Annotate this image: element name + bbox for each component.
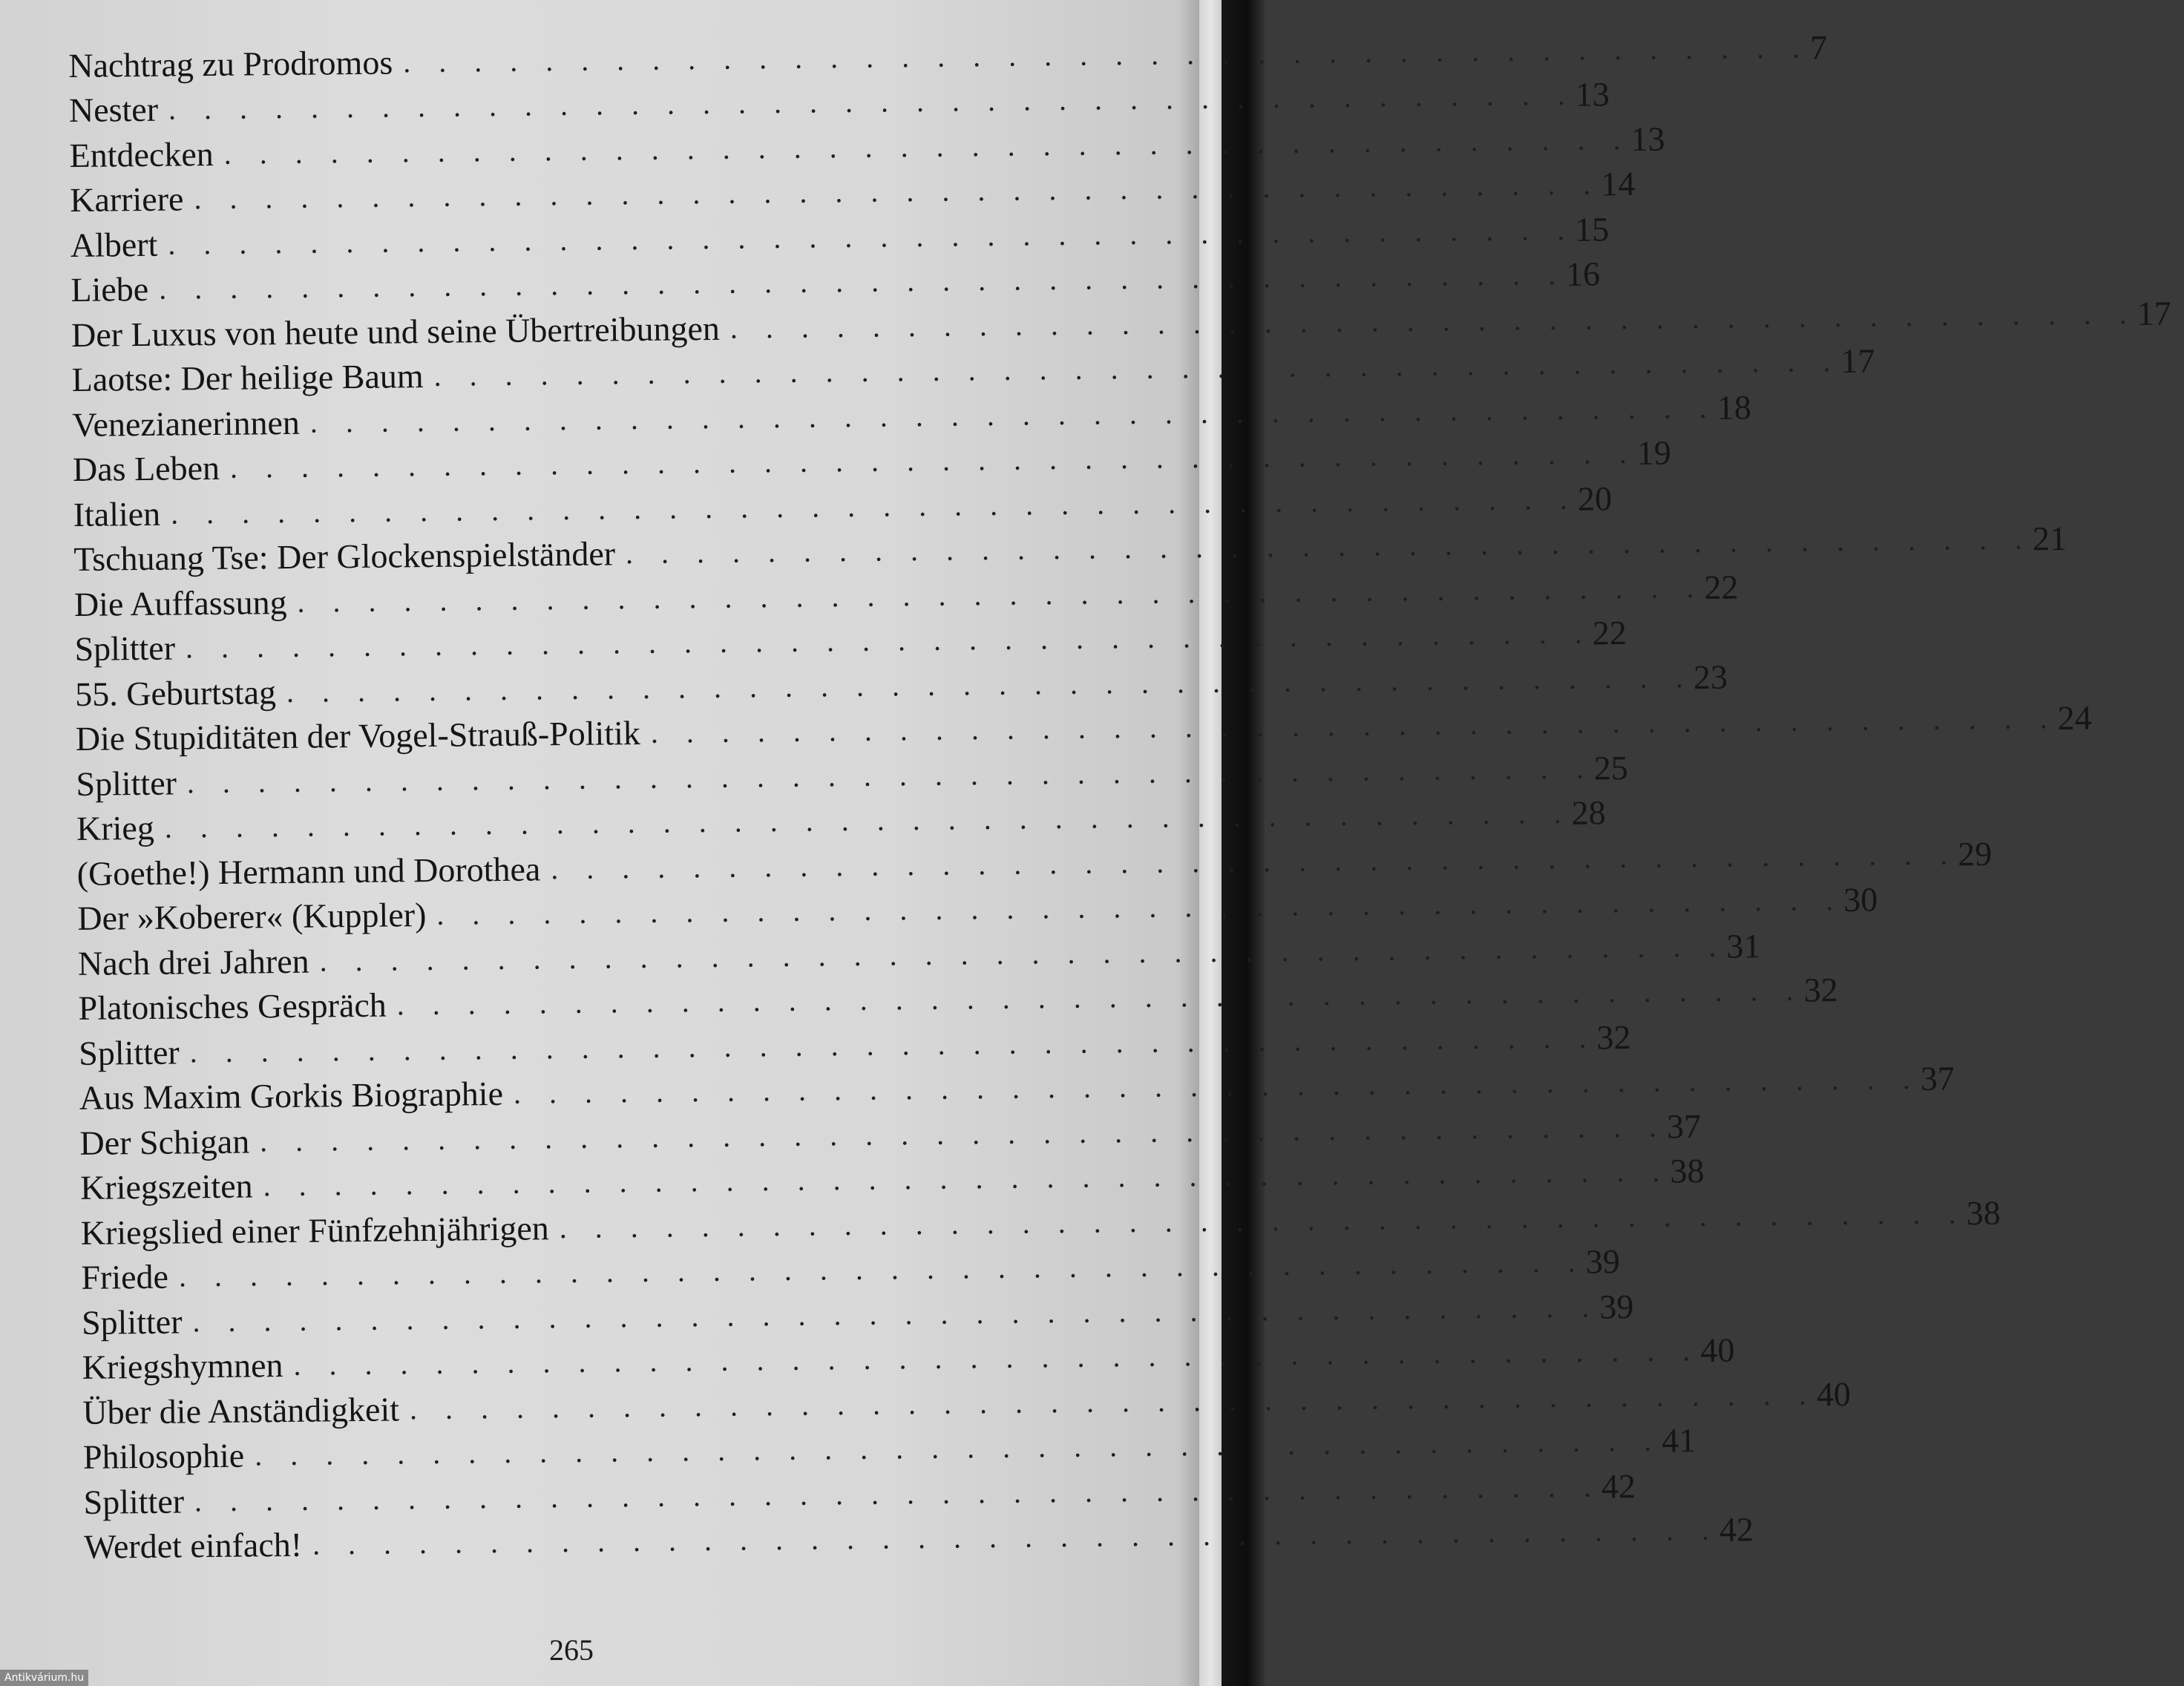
toc-leader-dots: . . . . . . . . . . . . . . . . . . . . . . . . . . . . . . . . . . . . . . . .: [402, 30, 1811, 79]
toc-entry-page: 41: [1661, 1421, 1696, 1460]
toc-entry-title: Splitter: [76, 764, 177, 803]
toc-entry-title: Die Stupiditäten der Vogel-Strauß-Politik: [75, 713, 641, 758]
watermark: Antikvárium.hu: [0, 1670, 88, 1686]
toc-entry-page: 14: [1601, 164, 1636, 203]
page-number: 265: [549, 1633, 594, 1667]
toc-leader-dots: . . . . . . . . . . . . . . . . . . . . . . . . . . . . . . . . . . . . . . . .: [396, 973, 1804, 1022]
toc-entry-page: 7: [1809, 27, 1828, 66]
toc-entry-title: Platonisches Gespräch: [78, 985, 387, 1027]
toc-leader-dots: . . . . . . . . . . . . . . . . . . . . . . . . . . . . . . . . . . . . . . . .: [309, 390, 1718, 439]
toc-entry-title: 55. Geburtstag: [74, 672, 277, 713]
toc-leader-dots: . . . . . . . . . . . . . . . . . . . . . . . . . . . . . . . . . . . . . . . .: [263, 1154, 1670, 1203]
toc-entry-title: Venezianerinnen: [72, 403, 301, 444]
toc-leader-dots: . . . . . . . . . . . . . . . . . . . . . . . . . . . . . . . . . . . . . . . .: [409, 1377, 1817, 1426]
toc-leader-dots: . . . . . . . . . . . . . . . . . . . . . . . . . . . . . . . . . . . . . . . .: [254, 1423, 1662, 1472]
toc-entry-title: Der »Koberer« (Kuppler): [77, 896, 427, 937]
toc-entry-page: 40: [1700, 1331, 1735, 1370]
toc-entry-page: 30: [1843, 880, 1878, 919]
toc-entry-title: Splitter: [81, 1302, 183, 1342]
toc-leader-dots: . . . . . . . . . . . . . . . . . . . . . . . . . . . . . . . . . . . . . . . .: [158, 257, 1567, 306]
toc-leader-dots: . . . . . . . . . . . . . . . . . . . . . . . . . . . . . . . . . . . . . . . .: [286, 660, 1694, 709]
toc-entry-title: Entdecken: [69, 134, 214, 174]
toc-entry-title: Albert: [70, 225, 158, 264]
toc-entry-title: Krieg: [76, 808, 155, 847]
toc-entry-title: Kriegszeiten: [79, 1167, 253, 1207]
toc-entry-page: 37: [1666, 1106, 1702, 1146]
toc-leader-dots: . . . . . . . . . . . . . . . . . . . . . . . . . . . . . . . . . . . . . . . .: [194, 1469, 1602, 1518]
toc-entry-page: 17: [1840, 341, 1875, 381]
toc-leader-dots: . . . . . . . . . . . . . . . . . . . . . . . . . . . . . . . . . . . . . . . .: [312, 1512, 1720, 1561]
toc-entry-title: Nach drei Jahren: [77, 942, 309, 983]
toc-leader-dots: . . . . . . . . . . . . . . . . . . . . . . . . . . . . . . . . . . . . . . . .: [192, 1289, 1600, 1338]
toc-entry-title: Nester: [68, 90, 159, 129]
toc-entry-page: 32: [1803, 971, 1838, 1009]
toc-entry-title: Der Schigan: [79, 1122, 250, 1162]
toc-entry-title: Friede: [81, 1257, 169, 1296]
toc-entry-page: 13: [1630, 119, 1665, 158]
toc-entry-page: 39: [1599, 1287, 1634, 1325]
toc-entry-page: 38: [1966, 1193, 2001, 1232]
toc-entry-page: 18: [1716, 387, 1752, 427]
toc-entry-title: (Goethe!) Hermann und Dorothea: [76, 849, 541, 893]
toc-entry-page: 22: [1704, 567, 1739, 606]
toc-leader-dots: . . . . . . . . . . . . . . . . . . . . . . . . . . . . . . . . . . . . . . . .: [650, 701, 2058, 749]
toc-leader-dots: . . . . . . . . . . . . . . . . . . . . . . . . . . . . . . . . . . . . . . . .: [297, 570, 1705, 619]
toc-entry-page: 19: [1636, 433, 1672, 472]
toc-entry-title: Aus Maxim Gorkis Biographie: [79, 1074, 504, 1117]
toc-entry-title: Splitter: [78, 1033, 180, 1072]
toc-entry-title: Splitter: [83, 1481, 185, 1521]
toc-entry-page: 38: [1670, 1151, 1705, 1190]
toc-entry-page: 37: [1920, 1059, 1955, 1098]
toc-entry-page: 31: [1726, 926, 1761, 965]
toc-entry-page: 22: [1592, 614, 1627, 652]
toc-entry-page: 28: [1571, 793, 1606, 832]
toc-entry-title: Karriere: [69, 180, 184, 219]
toc-entry-page: 40: [1816, 1374, 1852, 1413]
toc-leader-dots: . . . . . . . . . . . . . . . . . . . . . . . . . . . . . . . . . . . . . . . .: [259, 1109, 1667, 1158]
toc-entry-title: Kriegslied einer Fünfzehnjährigen: [80, 1208, 550, 1252]
toc-leader-dots: . . . . . . . . . . . . . . . . . . . . . . . . . . . . . . . . . . . . . . . .: [559, 1195, 1967, 1244]
toc-leader-dots: . . . . . . . . . . . . . . . . . . . . . . . . . . . . . . . . . . . . . . . .: [293, 1334, 1701, 1382]
toc-entry-title: Der Luxus von heute und seine Übertreibungen: [70, 309, 721, 354]
toc-entry-page: 20: [1577, 479, 1613, 518]
toc-entry-title: Liebe: [70, 269, 149, 309]
toc-leader-dots: . . . . . . . . . . . . . . . . . . . . . . . . . . . . . . . . . . . . . . . .: [436, 883, 1844, 931]
toc-entry-title: Kriegshymnen: [82, 1346, 283, 1386]
toc-leader-dots: . . . . . . . . . . . . . . . . . . . . . . . . . . . . . . . . . . . . . . . .: [433, 344, 1841, 393]
toc-entry-page: 29: [1957, 834, 1993, 873]
toc-leader-dots: . . . . . . . . . . . . . . . . . . . . . . . . . . . . . . . . . . . . . . . .: [194, 167, 1601, 216]
toc-entry-page: 25: [1593, 748, 1629, 787]
table-of-contents: [68, 27, 2171, 1569]
toc-leader-dots: . . . . . . . . . . . . . . . . . . . . . . . . . . . . . . . . . . . . . . . .: [168, 212, 1575, 261]
toc-entry-page: 16: [1565, 255, 1601, 293]
toc-leader-dots: . . . . . . . . . . . . . . . . . . . . . . . . . . . . . . . . . . . . . . . .: [551, 836, 1958, 885]
toc-entry-title: Splitter: [74, 629, 176, 668]
toc-leader-dots: . . . . . . . . . . . . . . . . . . . . . . . . . . . . . . . . . . . . . . . .: [319, 929, 1727, 978]
toc-leader-dots: . . . . . . . . . . . . . . . . . . . . . . . . . . . . . . . . . . . . . . . .: [189, 1020, 1597, 1069]
toc-leader-dots: . . . . . . . . . . . . . . . . . . . . . . . . . . . . . . . . . . . . . . . .: [178, 1244, 1587, 1293]
toc-entry-title: Das Leben: [72, 448, 220, 488]
toc-entry-page: 39: [1585, 1242, 1621, 1281]
toc-entry-page: 21: [2032, 519, 2067, 558]
toc-leader-dots: . . . . . . . . . . . . . . . . . . . . . . . . . . . . . . . . . . . . . . . .: [229, 436, 1638, 485]
toc-entry-page: 24: [2057, 698, 2093, 737]
toc-leader-dots: . . . . . . . . . . . . . . . . . . . . . . . . . . . . . . . . . . . . . . . .: [164, 796, 1572, 844]
toc-entry-page: 13: [1575, 75, 1610, 114]
toc-entry-page: 42: [1601, 1466, 1636, 1505]
toc-entry-page: 17: [2137, 293, 2171, 332]
toc-leader-dots: . . . . . . . . . . . . . . . . . . . . . . . . . . . . . . . . . . . . . . . .: [625, 522, 2033, 571]
toc-entry-title: Nachtrag zu Prodromos: [68, 42, 393, 85]
toc-entry: [83, 1510, 1754, 1569]
toc-entry-title: Italien: [73, 494, 161, 534]
toc-leader-dots: . . . . . . . . . . . . . . . . . . . . . . . . . . . . . . . . . . . . . . . .: [170, 482, 1578, 531]
toc-leader-dots: . . . . . . . . . . . . . . . . . . . . . . . . . . . . . . . . . . . . . . . .: [185, 616, 1593, 665]
toc-entry-page: 23: [1693, 657, 1728, 696]
toc-entry-title: Werdet einfach!: [83, 1525, 303, 1566]
toc-leader-dots: . . . . . . . . . . . . . . . . . . . . . . . . . . . . . . . . . . . . . . . .: [168, 77, 1576, 126]
toc-leader-dots: . . . . . . . . . . . . . . . . . . . . . . . . . . . . . . . . . . . . . . . .: [186, 751, 1595, 799]
toc-leader-dots: . . . . . . . . . . . . . . . . . . . . . . . . . . . . . . . . . . . . . . . .: [513, 1061, 1921, 1110]
toc-entry-page: 32: [1596, 1017, 1631, 1057]
toc-entry-title: Über die Anständigkeit: [82, 1389, 400, 1431]
toc-entry-title: Tschuang Tse: Der Glockenspielständer: [73, 534, 616, 578]
toc-leader-dots: . . . . . . . . . . . . . . . . . . . . . . . . . . . . . . . . . . . . . . . .: [729, 296, 2137, 345]
toc-entry-title: Laotse: Der heilige Baum: [71, 357, 424, 398]
toc-entry-page: 15: [1574, 209, 1610, 249]
toc-entry-title: Die Auffassung: [73, 583, 287, 623]
toc-entry-title: Philosophie: [82, 1436, 245, 1476]
toc-entry-page: 42: [1719, 1510, 1754, 1549]
toc-leader-dots: . . . . . . . . . . . . . . . . . . . . . . . . . . . . . . . . . . . . . . . .: [223, 122, 1631, 171]
